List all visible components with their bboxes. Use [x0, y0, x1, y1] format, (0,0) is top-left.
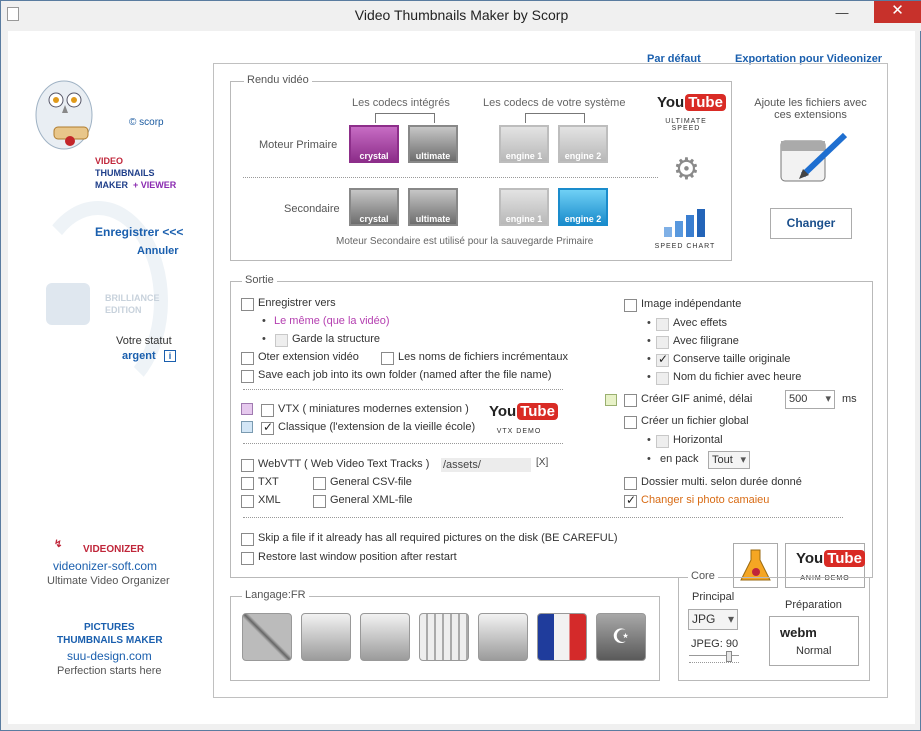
independent-image-label: Image indépendante [641, 298, 742, 310]
preparation-label: Préparation [785, 599, 842, 611]
secondary-engine-label: Secondaire [284, 203, 340, 215]
independent-image-checkbox[interactable] [624, 299, 637, 312]
youtube-anim-logo: You Tube [796, 550, 865, 567]
bullet: • [647, 453, 651, 465]
keep-structure-label: Garde la structure [292, 333, 381, 345]
xml-checkbox[interactable] [241, 495, 254, 508]
change-extensions-button[interactable]: Changer [770, 208, 852, 239]
gif-checkbox[interactable] [624, 394, 637, 407]
classic-checkbox[interactable] [261, 422, 274, 435]
sortie-separator-3 [243, 517, 843, 518]
brilliance-badge-icon [46, 283, 90, 325]
copyright-label: © scorp [129, 117, 164, 128]
original-size-label: Conserve taille originale [673, 353, 791, 365]
txt-label: TXT [258, 476, 279, 488]
bullet: • [647, 353, 651, 365]
flag-language-2[interactable] [301, 613, 351, 661]
webm-logo: webm [780, 625, 817, 640]
bullet: • [647, 335, 651, 347]
client-area [8, 31, 915, 724]
cancel-link[interactable]: Annuler [137, 245, 179, 257]
principal-label: Principal [692, 591, 735, 603]
product-name-line1: VIDEO [95, 156, 124, 166]
bullet: • [647, 434, 651, 446]
jpeg-quality-label: JPEG: 90 [691, 638, 739, 650]
own-folder-checkbox[interactable] [241, 370, 254, 383]
speed-bar-3 [686, 215, 694, 237]
info-icon[interactable]: i [164, 350, 176, 362]
xml-label: XML [258, 494, 281, 506]
same-as-video-option[interactable]: Le même (que la vidéo) [274, 315, 390, 327]
product-name-line3a: MAKER [95, 180, 128, 190]
youtube-speed-logo[interactable]: You Tube [657, 94, 726, 111]
status-label: Votre statut [116, 335, 172, 347]
videonizer-icon: ↯ [54, 539, 63, 550]
bracket-integrated [375, 113, 435, 123]
bullet: • [262, 333, 266, 345]
classic-label: Classique (l'extension de la vieille école) [278, 421, 476, 433]
title-bar [1, 1, 921, 31]
minimize-button[interactable]: — [835, 5, 849, 20]
youtube-speed-caption: ULTIMATE SPEED [665, 118, 707, 132]
other-ext-label: Oter extension vidéo [258, 351, 359, 363]
youtube-vtx-demo-logo[interactable]: You Tube [489, 403, 558, 420]
keep-structure-checkbox[interactable] [275, 334, 288, 347]
core-legend: Core [688, 570, 718, 582]
product-name-line2: THUMBNAILS [95, 168, 155, 178]
xmlfile-checkbox[interactable] [313, 495, 326, 508]
primary-codec-engine1[interactable]: engine 1 [499, 125, 549, 163]
vtx-demo-caption: VTX DEMO [496, 428, 542, 435]
csv-label: General CSV-file [330, 476, 412, 488]
flag-language-3[interactable] [360, 613, 410, 661]
skip-file-label: Skip a file if it already has all required pictures on the disk (BE CAREFUL) [258, 532, 618, 544]
horizontal-label: Horizontal [673, 434, 723, 446]
webvtt-clear-button[interactable]: [X] [536, 457, 549, 468]
bullet: • [647, 371, 651, 383]
sortie-legend: Sortie [242, 274, 277, 286]
ptm-tagline: Perfection starts here [57, 665, 162, 677]
primary-codec-crystal[interactable]: crystal [349, 125, 399, 163]
speed-bar-2 [675, 221, 683, 237]
secondary-note: Moteur Secondaire est utilisé pour la sauvegarde Primaire [336, 236, 594, 247]
other-ext-checkbox[interactable] [241, 352, 254, 365]
product-name-line3b: + VIEWER [133, 180, 177, 190]
effects-checkbox[interactable] [656, 318, 669, 331]
global-file-checkbox[interactable] [624, 416, 637, 429]
integrated-codecs-label: Les codecs intégrés [352, 97, 450, 109]
primary-codec-ultimate[interactable]: ultimate [408, 125, 458, 163]
calendar-edit-icon [773, 127, 853, 187]
vtx-file-icon [241, 403, 253, 415]
save-to-checkbox[interactable] [241, 298, 254, 311]
skip-file-checkbox[interactable] [241, 533, 254, 546]
sortie-separator-1 [243, 389, 563, 390]
global-file-label: Créer un fichier global [641, 415, 749, 427]
save-to-label: Enregistrer vers [258, 297, 336, 309]
flag-french[interactable] [537, 613, 587, 661]
close-button[interactable]: ✕ [874, 1, 921, 23]
secondary-codec-engine1[interactable]: engine 1 [499, 188, 549, 226]
speed-bar-4 [697, 209, 705, 237]
watermark-label: Avec filigrane [673, 335, 739, 347]
xmlfile-label: General XML-file [330, 494, 413, 506]
horizontal-checkbox[interactable] [656, 435, 669, 448]
bullet: • [647, 317, 651, 329]
extensions-text: Ajoute les fichiers avec ces extensions [754, 97, 867, 121]
with-time-label: Nom du fichier avec heure [673, 371, 802, 383]
preparation-mode: Normal [796, 645, 832, 657]
register-link[interactable]: Enregistrer <<< [95, 225, 184, 239]
primary-codec-engine2[interactable]: engine 2 [558, 125, 608, 163]
rendu-separator [243, 177, 658, 178]
restore-position-label: Restore last window position after restart [258, 551, 457, 563]
window-title: Video Thumbnails Maker by Scorp [354, 7, 569, 23]
en-pack-label: en pack [660, 453, 699, 465]
own-folder-label: Save each job into its own folder (named after the file name) [258, 369, 552, 381]
vtx-checkbox[interactable] [261, 404, 274, 417]
secondary-codec-crystal[interactable]: crystal [349, 188, 399, 226]
brilliance-line2: EDITION [105, 305, 142, 315]
effects-label: Avec effets [673, 317, 728, 329]
original-size-checkbox[interactable] [656, 354, 669, 367]
sortie-separator-2 [243, 443, 563, 444]
tab-export-videonizer[interactable]: Exportation pour Videonizer [735, 53, 883, 65]
bullet: • [262, 315, 266, 327]
classic-file-icon [241, 421, 253, 433]
videonizer-tagline: Ultimate Video Organizer [47, 575, 170, 587]
incremental-label: Les noms de fichiers incrémentaux [398, 351, 568, 363]
ptm-line1: PICTURES [84, 622, 135, 633]
tab-default[interactable]: Par défaut [647, 53, 701, 65]
bracket-system [525, 113, 585, 123]
quality-slider-thumb[interactable] [726, 651, 732, 662]
owl-logo-icon [24, 55, 104, 165]
flag-english[interactable] [242, 613, 292, 661]
watermark-checkbox[interactable] [656, 336, 669, 349]
system-codecs-label: Les codecs de votre système [483, 97, 626, 109]
anim-demo-caption: ANIM DEMO [800, 575, 850, 582]
rendu-legend: Rendu vidéo [244, 74, 312, 86]
secondary-codec-ultimate[interactable]: ultimate [408, 188, 458, 226]
vtx-label: VTX ( miniatures modernes extension ) [278, 403, 469, 415]
videonizer-title: VIDEONIZER [83, 544, 145, 555]
multi-folder-label: Dossier multi. selon durée donné [641, 476, 802, 488]
status-value: argent [122, 350, 156, 362]
speed-bar-1 [664, 227, 672, 237]
secondary-codec-engine2[interactable]: engine 2 [558, 188, 608, 226]
with-time-checkbox[interactable] [656, 372, 669, 385]
speed-chart-caption: SPEED CHART [654, 243, 716, 250]
ptm-line2: THUMBNAILS MAKER [57, 635, 163, 646]
webm-button[interactable] [769, 616, 859, 666]
gif-delay-select[interactable]: 500 ▾ [785, 390, 835, 409]
gif-file-icon [605, 394, 617, 406]
flag-language-5[interactable] [478, 613, 528, 661]
ms-label: ms [842, 393, 857, 405]
brilliance-line1: BRILLIANCE [105, 293, 160, 303]
multi-folder-checkbox[interactable] [624, 477, 637, 490]
gif-label: Créer GIF animé, délai [641, 393, 753, 405]
webvtt-checkbox[interactable] [241, 459, 254, 472]
webvtt-label: WebVTT ( Web Video Text Tracks ) [258, 458, 430, 470]
language-legend: Langage:FR [242, 589, 309, 601]
webvtt-path-field[interactable]: /assets/ [441, 458, 531, 472]
flag-turkish[interactable]: ☪ [596, 613, 646, 661]
camaieu-label: Changer si photo camaieu [641, 494, 770, 506]
videonizer-link[interactable]: videonizer-soft.com [53, 559, 158, 573]
speed-chart-icon[interactable] [660, 209, 710, 237]
flag-language-4[interactable] [419, 613, 469, 661]
ptm-link[interactable]: suu-design.com [67, 649, 152, 663]
restore-position-checkbox[interactable] [241, 552, 254, 565]
incremental-checkbox[interactable] [381, 352, 394, 365]
format-select[interactable]: JPG ▾ [688, 609, 738, 630]
en-pack-select[interactable]: Tout ▾ [708, 451, 750, 469]
csv-checkbox[interactable] [313, 477, 326, 490]
camaieu-checkbox[interactable] [624, 495, 637, 508]
gear-icon[interactable]: ⚙ [673, 153, 700, 186]
txt-checkbox[interactable] [241, 477, 254, 490]
primary-engine-label: Moteur Primaire [259, 139, 338, 151]
